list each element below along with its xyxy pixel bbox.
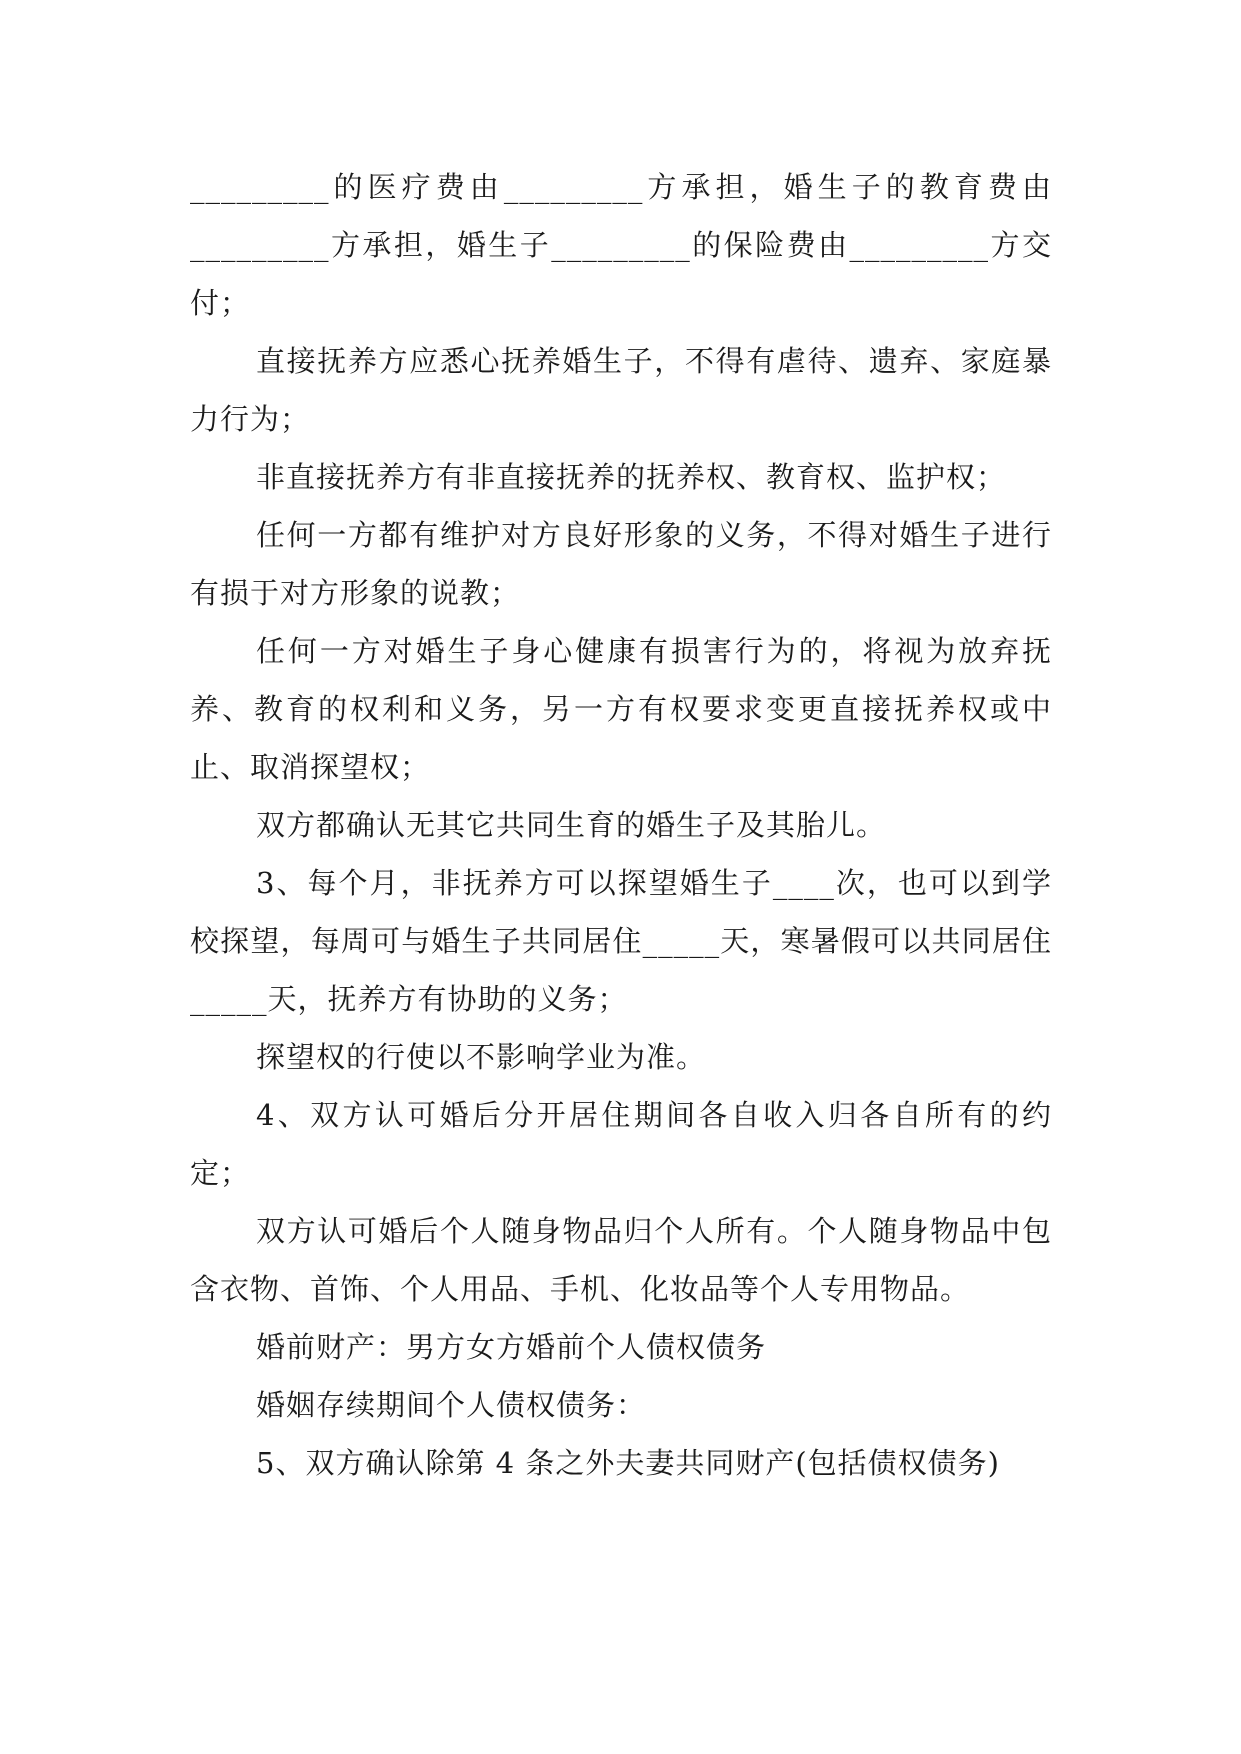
paragraph-joint-property-clause-5: 5、双方确认除第 4 条之外夫妻共同财产(包括债权债务) — [256, 1446, 1000, 1480]
paragraph-marital-debts: 婚姻存续期间个人债权债务： — [256, 1388, 647, 1422]
paragraph-non-custodian-rights: 非直接抚养方有非直接抚养的抚养权、教育权、监护权； — [256, 460, 1007, 494]
paragraph-harm-consequence: 任何一方对婚生子身心健康有损害行为的，将视为放弃抚养、教育的权利和义务，另一方有权要求变更直接抚养权或中止、取消探望权； — [190, 634, 1052, 784]
paragraph-direct-custodian-duty: 直接抚养方应悉心抚养婚生子，不得有虐待、遗弃、家庭暴力行为； — [190, 344, 1052, 436]
paragraph-visitation-standard: 探望权的行使以不影响学业为准。 — [256, 1040, 707, 1074]
document-body — [190, 158, 1052, 1492]
paragraph-medical-costs: _________的医疗费由_________方承担，婚生子的教育费由_________方承担，婚生子_________的保险费由_________方交付； — [190, 170, 1052, 320]
paragraph-personal-belongings: 双方认可婚后个人随身物品归个人所有。个人随身物品中包含衣物、首饰、个人用品、手机、化妆品等个人专用物品。 — [190, 1214, 1052, 1306]
paragraph-premarital-property: 婚前财产：男方女方婚前个人债权债务 — [256, 1330, 767, 1364]
paragraph-no-other-children: 双方都确认无其它共同生育的婚生子及其胎儿。 — [256, 808, 887, 842]
paragraph-income-clause-4: 4、双方认可婚后分开居住期间各自收入归各自所有的约定； — [190, 1098, 1052, 1190]
paragraph-visitation-clause-3: 3、每个月，非抚养方可以探望婚生子____次，也可以到学校探望，每周可与婚生子共同居住_____天，寒暑假可以共同居住_____天，抚养方有协助的义务； — [190, 866, 1052, 1016]
paragraph-image-obligation: 任何一方都有维护对方良好形象的义务，不得对婚生子进行有损于对方形象的说教； — [190, 518, 1052, 610]
